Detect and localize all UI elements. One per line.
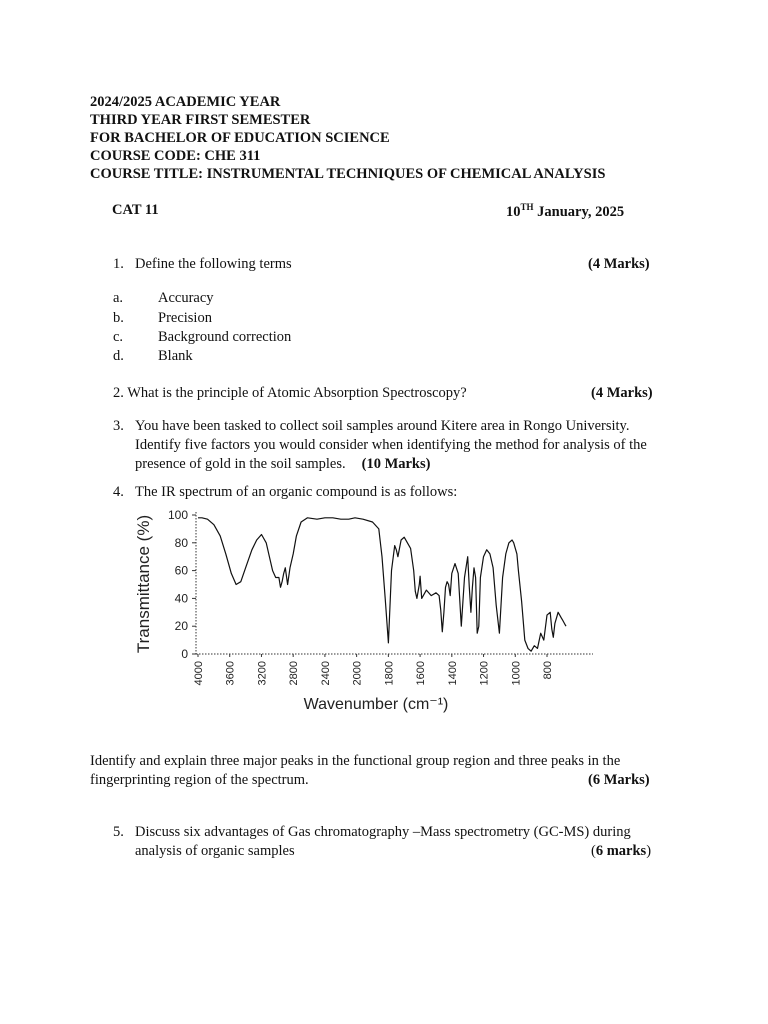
x-tick-label: 2800 bbox=[288, 661, 301, 686]
date-day: 10 bbox=[506, 204, 521, 220]
x-tick-label: 2400 bbox=[319, 661, 332, 686]
q1-item-term: Precision bbox=[158, 310, 212, 326]
q3-line1: You have been tasked to collect soil samples around Kitere area in Rongo University. bbox=[135, 418, 630, 434]
x-tick-label: 800 bbox=[542, 661, 554, 680]
q1-item-letter: d. bbox=[113, 348, 124, 364]
x-tick-label: 4000 bbox=[193, 661, 205, 686]
q3-line3-text: presence of gold in the soil samples. bbox=[135, 456, 346, 472]
chart-axes bbox=[196, 512, 593, 654]
q5-marks bbox=[591, 843, 651, 860]
q5-line2: analysis of organic samples bbox=[135, 843, 295, 859]
q4-instruction-line2: fingerprinting region of the spectrum. bbox=[90, 772, 309, 788]
date-rest: January, 2025 bbox=[533, 204, 625, 220]
q4-marks: (6 Marks) bbox=[588, 772, 650, 788]
x-tick-label: 1200 bbox=[478, 661, 491, 686]
header-program: FOR BACHELOR OF EDUCATION SCIENCE bbox=[90, 130, 390, 146]
y-tick-label: 100 bbox=[167, 508, 188, 522]
q5-number: 5. bbox=[113, 824, 124, 840]
y-tick-label: 20 bbox=[174, 619, 188, 634]
ir-spectrum-chart bbox=[128, 500, 608, 720]
x-tick-label: 1800 bbox=[383, 661, 396, 686]
y-axis-label: Transmittance (%) bbox=[134, 514, 153, 654]
x-tick-label: 1400 bbox=[446, 661, 459, 686]
spectrum-line bbox=[198, 518, 566, 651]
q5-marks-close: ) bbox=[646, 843, 652, 859]
q5-marks-value: 6 marks bbox=[595, 843, 647, 859]
x-tick-label: 1600 bbox=[415, 661, 428, 686]
header-semester: THIRD YEAR FIRST SEMESTER bbox=[90, 112, 311, 128]
q1-number: 1. bbox=[113, 256, 124, 272]
date-suffix: TH bbox=[520, 202, 534, 212]
q1-text: Define the following terms bbox=[135, 256, 292, 272]
x-axis-label: Wavenumber (cm⁻¹) bbox=[303, 696, 449, 713]
q5-line1: Discuss six advantages of Gas chromatography –Mass spectrometry (GC-MS) during bbox=[135, 824, 631, 840]
q1-item-letter: b. bbox=[113, 310, 124, 326]
y-tick-label: 60 bbox=[174, 563, 188, 578]
y-tick-label: 40 bbox=[174, 591, 188, 606]
chart-plot bbox=[198, 518, 566, 651]
q1-item-term: Background correction bbox=[158, 329, 292, 345]
q4-number: 4. bbox=[113, 484, 124, 500]
q1-item-letter: a. bbox=[113, 290, 124, 306]
cat-label: CAT 11 bbox=[112, 202, 159, 218]
header-course-code: COURSE CODE: CHE 311 bbox=[90, 148, 261, 164]
cat-date bbox=[506, 202, 624, 221]
q2-text: 2. What is the principle of Atomic Absorption Spectroscopy? bbox=[113, 385, 467, 401]
x-tick-label: 3200 bbox=[256, 661, 269, 686]
x-tick-label: 2000 bbox=[351, 661, 364, 686]
q1-item-letter: c. bbox=[113, 329, 124, 345]
q5-marks-open: ( bbox=[591, 843, 596, 859]
q3-line2: Identify five factors you would consider when identifying the method for analysis of the bbox=[135, 437, 647, 453]
q1-marks: (4 Marks) bbox=[588, 256, 650, 272]
q4-text: The IR spectrum of an organic compound is as follows: bbox=[135, 484, 458, 500]
q4-instruction-line1: Identify and explain three major peaks in the functional group region and three peaks in the bbox=[90, 753, 621, 769]
q3-number: 3. bbox=[113, 418, 124, 434]
q2-marks: (4 Marks) bbox=[591, 385, 653, 401]
x-tick-label: 3600 bbox=[224, 661, 237, 686]
header-course-title: COURSE TITLE: INSTRUMENTAL TECHNIQUES OF CHEMICAL ANALYSIS bbox=[90, 166, 606, 182]
q1-item-term: Blank bbox=[158, 348, 193, 364]
x-tick-label: 1000 bbox=[510, 661, 523, 686]
q3-line3 bbox=[135, 456, 430, 473]
y-tick-label: 0 bbox=[181, 647, 188, 661]
chart-ticks bbox=[168, 508, 554, 685]
y-tick-label: 80 bbox=[174, 535, 188, 550]
q1-item-term: Accuracy bbox=[158, 290, 214, 306]
q3-marks: (10 Marks) bbox=[361, 456, 431, 472]
header-academic-year: 2024/2025 ACADEMIC YEAR bbox=[90, 94, 281, 110]
